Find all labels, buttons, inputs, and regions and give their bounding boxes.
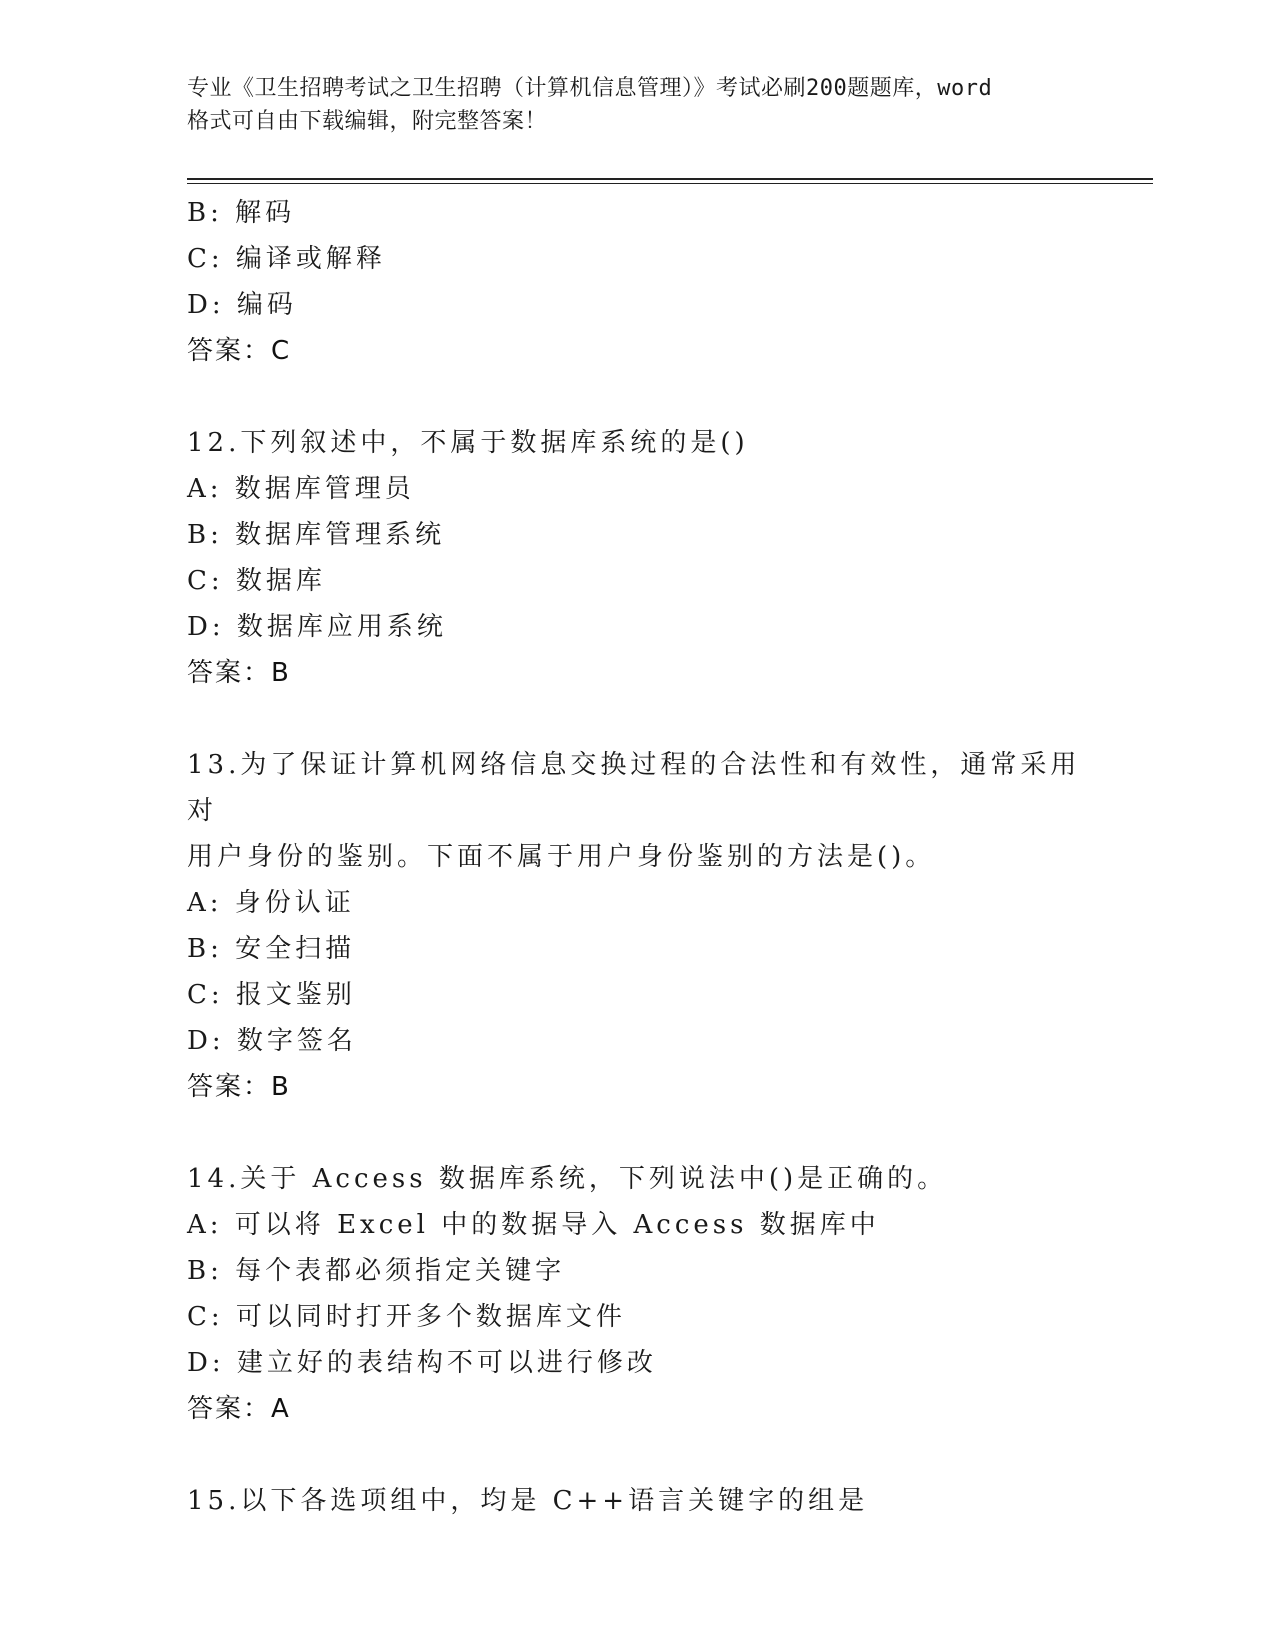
question-14 (187, 1156, 1147, 1432)
question-15 (187, 1478, 1147, 1524)
header-divider-thin (187, 183, 1153, 184)
question-title: 15.以下各选项组中，均是 C++语言关键字的组是 (187, 1486, 869, 1516)
option-c: C: 报文鉴别 (187, 980, 356, 1010)
question-title-line-2: 用户身份的鉴别。下面不属于用户身份鉴别的方法是()。 (187, 842, 936, 872)
option-b: B: 每个表都必须指定关键字 (187, 1256, 566, 1286)
question-list (187, 190, 1147, 1524)
header-divider (187, 178, 1153, 180)
option-d: D: 建立好的表结构不可以进行修改 (187, 1348, 657, 1378)
question-title-line-1: 13.为了保证计算机网络信息交换过程的合法性和有效性，通常采用对 (187, 750, 1081, 826)
option-b: B: 解码 (187, 198, 296, 228)
option-c: C: 编译或解释 (187, 244, 386, 274)
answer-line: 答案：B (187, 658, 291, 688)
question-title: 14.关于 Access 数据库系统，下列说法中()是正确的。 (187, 1164, 948, 1194)
option-a: A: 身份认证 (187, 888, 355, 918)
document-header (187, 72, 1087, 138)
option-a: A: 可以将 Excel 中的数据导入 Access 数据库中 (187, 1210, 880, 1240)
question-11-partial (187, 190, 1147, 374)
answer-line: 答案：C (187, 336, 292, 366)
option-b: B: 数据库管理系统 (187, 520, 446, 550)
option-d: D: 编码 (187, 290, 297, 320)
question-title: 12.下列叙述中，不属于数据库系统的是() (187, 428, 749, 458)
option-d: D: 数字签名 (187, 1026, 357, 1056)
header-line-1: 专业《卫生招聘考试之卫生招聘（计算机信息管理）》考试必刷200题题库，word (187, 76, 993, 101)
answer-line: 答案：A (187, 1394, 291, 1424)
header-line-2: 格式可自由下载编辑，附完整答案！ (187, 109, 548, 134)
option-a: A: 数据库管理员 (187, 474, 415, 504)
option-d: D: 数据库应用系统 (187, 612, 447, 642)
option-c: C: 可以同时打开多个数据库文件 (187, 1302, 626, 1332)
question-12 (187, 420, 1147, 696)
answer-line: 答案：B (187, 1072, 291, 1102)
question-13 (187, 742, 1147, 1110)
option-c: C: 数据库 (187, 566, 326, 596)
option-b: B: 安全扫描 (187, 934, 356, 964)
